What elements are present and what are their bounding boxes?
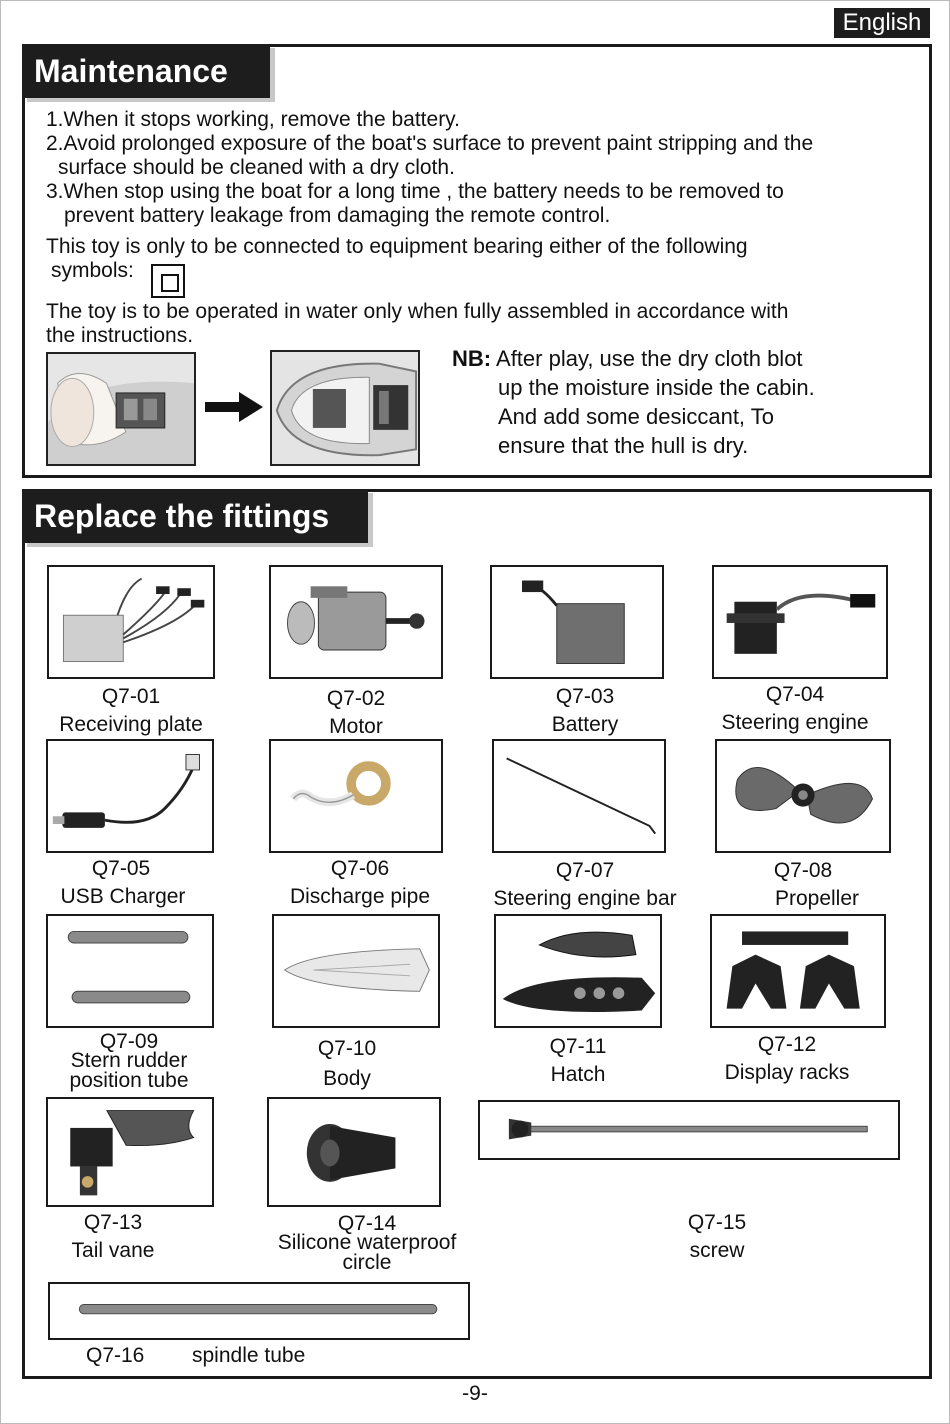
part-code-q7-10: Q7-10: [317, 1037, 377, 1060]
part-code-q7-07: Q7-07: [555, 859, 615, 882]
part-code-q7-06: Q7-06: [330, 857, 390, 880]
part-code-q7-09: Q7-09: [99, 1030, 159, 1053]
part-name-q7-14-line2: circle: [342, 1251, 392, 1274]
part-name-q7-14-line1: Silicone waterproof: [277, 1231, 457, 1254]
part-code-q7-16: Q7-16: [86, 1344, 145, 1367]
part-name-q7-06: Discharge pipe: [289, 885, 431, 908]
stern-tube-icon: [46, 914, 214, 1028]
hatch-icon: [494, 914, 662, 1028]
part-code-q7-11: Q7-11: [549, 1035, 607, 1058]
propeller-icon: [715, 739, 891, 853]
part-code-q7-02: Q7-02: [326, 687, 386, 710]
maintenance-title: Maintenance: [22, 44, 270, 98]
nb-line-3: And add some desiccant, To: [498, 404, 774, 429]
part-name-q7-01: Receiving plate: [59, 713, 203, 736]
tail-vane-icon: [46, 1097, 214, 1207]
part-name-q7-02: Motor: [329, 715, 383, 738]
drying-cabin-photo-1: [46, 352, 196, 466]
maintenance-item-3: 3.When stop using the boat for a long time , the battery needs to be removed to: [46, 180, 784, 203]
fittings-title: Replace the fittings: [22, 489, 368, 543]
boat-body-icon: [272, 914, 440, 1028]
nb-line-2: up the moisture inside the cabin.: [498, 375, 815, 400]
usb-charger-icon: [46, 739, 214, 853]
language-badge: English: [834, 8, 930, 38]
page-number: -9-: [462, 1382, 488, 1405]
part-code-q7-04: Q7-04: [765, 683, 825, 706]
part-code-q7-12: Q7-12: [757, 1033, 817, 1056]
part-name-q7-15: screw: [689, 1239, 745, 1262]
part-code-q7-08: Q7-08: [773, 859, 833, 882]
part-name-q7-16: spindle tube: [192, 1344, 306, 1367]
nb-label: NB:: [452, 346, 492, 371]
part-name-q7-09-line2: position tube: [69, 1069, 189, 1092]
symbol-notice-line1: This toy is only to be connected to equipment bearing either of the following: [46, 235, 748, 258]
battery-icon: [490, 565, 664, 679]
receiving-plate-icon: [47, 565, 215, 679]
maintenance-item-1: 1.When it stops working, remove the battery.: [46, 108, 460, 131]
nb-note: [452, 344, 815, 460]
maintenance-item-3-cont: prevent battery leakage from damaging the remote control.: [64, 204, 611, 227]
part-code-q7-15: Q7-15: [687, 1211, 747, 1234]
display-rack-icon: [710, 914, 886, 1028]
part-name-q7-03: Battery: [551, 713, 619, 736]
part-name-q7-08: Propeller: [774, 887, 860, 910]
part-code-q7-03: Q7-03: [555, 685, 615, 708]
double-insulation-symbol-icon: [151, 264, 185, 298]
drive-shaft-icon: [478, 1100, 900, 1160]
steering-bar-icon: [492, 739, 666, 853]
part-code-q7-05: Q7-05: [91, 857, 151, 880]
part-code-q7-01: Q7-01: [101, 685, 161, 708]
part-code-q7-13: Q7-13: [83, 1211, 143, 1234]
part-name-q7-07: Steering engine bar: [493, 887, 677, 910]
part-code-q7-14: Q7-14: [337, 1212, 397, 1235]
nb-line-1: After play, use the dry cloth blot: [496, 346, 803, 371]
discharge-pipe-icon: [269, 739, 443, 853]
assembly-notice-line2: the instructions.: [46, 324, 194, 347]
waterproof-circle-icon: [267, 1097, 441, 1207]
part-name-q7-10: Body: [323, 1067, 371, 1090]
assembly-notice-line1: The toy is to be operated in water only when fully assembled in accordance with: [46, 300, 789, 323]
spindle-tube-icon: [48, 1282, 470, 1340]
right-arrow-icon: [205, 392, 263, 422]
motor-icon: [269, 565, 443, 679]
servo-icon: [712, 565, 888, 679]
part-name-q7-12: Display racks: [724, 1061, 850, 1084]
part-name-q7-13: Tail vane: [71, 1239, 155, 1262]
part-name-q7-11: Hatch: [550, 1063, 606, 1086]
part-name-q7-04: Steering engine: [721, 711, 869, 734]
part-name-q7-09-line1: Stern rudder: [70, 1049, 188, 1072]
maintenance-item-2: 2.Avoid prolonged exposure of the boat's surface to prevent paint stripping and the: [46, 132, 814, 155]
drying-cabin-photo-2: [270, 350, 420, 466]
nb-line-4: ensure that the hull is dry.: [498, 433, 749, 458]
maintenance-item-2-cont: surface should be cleaned with a dry cloth.: [58, 156, 455, 179]
part-name-q7-05: USB Charger: [60, 885, 186, 908]
symbol-notice-line2: symbols:: [51, 259, 134, 282]
